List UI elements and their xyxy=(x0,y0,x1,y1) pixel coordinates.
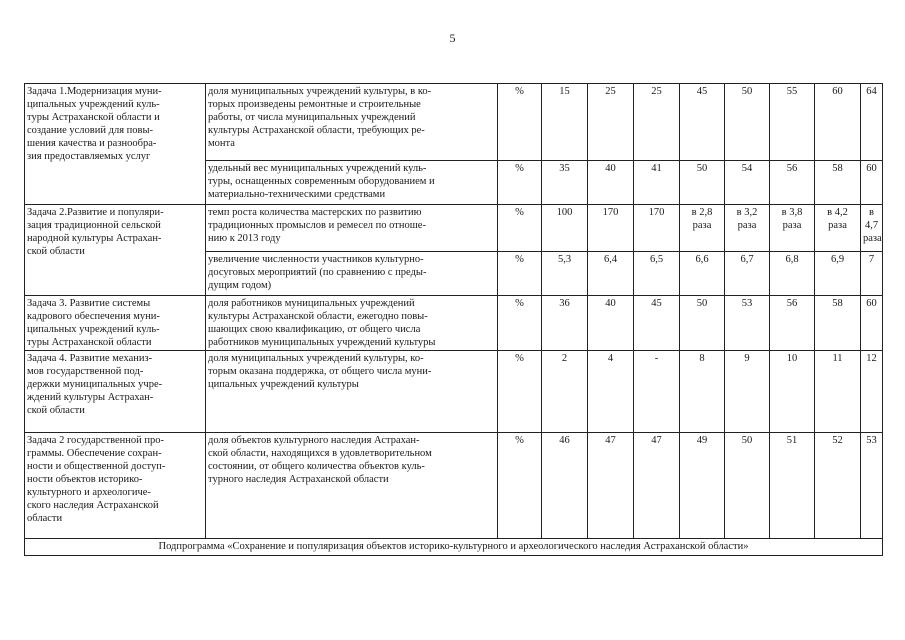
value-cell: 41 xyxy=(634,161,680,205)
value-cell: 25 xyxy=(634,84,680,161)
value-cell: 60 xyxy=(815,84,861,161)
value-cell: 60 xyxy=(861,161,883,205)
value-cell: 12 xyxy=(861,351,883,433)
value-cell: 170 xyxy=(588,205,634,252)
value-cell: 45 xyxy=(680,84,725,161)
value-cell: в 4,7 раза xyxy=(861,205,883,252)
value-cell: 36 xyxy=(542,296,588,351)
value-cell: 6,5 xyxy=(634,252,680,296)
page-number: 5 xyxy=(449,31,456,45)
value-cell: 5,3 xyxy=(542,252,588,296)
value-cell: 46 xyxy=(542,433,588,539)
value-cell: 2 xyxy=(542,351,588,433)
table-row xyxy=(25,84,883,161)
value-cell: 52 xyxy=(815,433,861,539)
table-row xyxy=(25,351,883,433)
indicators-table xyxy=(24,83,883,556)
value-cell: 54 xyxy=(725,161,770,205)
value-cell: 7 xyxy=(861,252,883,296)
value-cell: 50 xyxy=(680,296,725,351)
value-cell: в 3,8 раза xyxy=(770,205,815,252)
value-cell: 50 xyxy=(725,84,770,161)
indicator-cell: доля работников муниципальных учреждений культуры Астраханской области, ежегодно повы- шающих свою квалификацию, от общего числа работников муниципальных учреждений культуры xyxy=(206,296,498,351)
unit-cell: % xyxy=(498,351,542,433)
value-cell: 6,7 xyxy=(725,252,770,296)
value-cell: 6,9 xyxy=(815,252,861,296)
value-cell: 51 xyxy=(770,433,815,539)
value-cell: 58 xyxy=(815,296,861,351)
task-cell: Задача 3. Развитие системы кадрового обеспечения муни- ципальных учреждений куль- туры Астраханской области xyxy=(25,296,206,351)
table-body xyxy=(25,84,883,556)
value-cell: в 4,2 раза xyxy=(815,205,861,252)
indicator-cell: темп роста количества мастерских по развитию традиционных промыслов и ремесел по отноше- нию к 2013 году xyxy=(206,205,498,252)
table-row xyxy=(25,205,883,252)
value-cell: 11 xyxy=(815,351,861,433)
value-cell: 64 xyxy=(861,84,883,161)
unit-cell: % xyxy=(498,296,542,351)
value-cell: 47 xyxy=(588,433,634,539)
value-cell: 50 xyxy=(725,433,770,539)
task-cell: Задача 1.Модернизация муни- ципальных учреждений куль- туры Астраханской области и создание условий для повы- шения качества и разнообра- зия предоставляемых услуг xyxy=(25,84,206,205)
indicator-cell: удельный вес муниципальных учреждений куль- туры, оснащенных современным оборудованием и материально-техническими средствами xyxy=(206,161,498,205)
value-cell: 47 xyxy=(634,433,680,539)
unit-cell: % xyxy=(498,433,542,539)
value-cell: 60 xyxy=(861,296,883,351)
value-cell: 45 xyxy=(634,296,680,351)
indicator-cell: доля объектов культурного наследия Астрахан- ской области, находящихся в удовлетворительном состоянии, от общего количества объектов куль- турного наследия Астраханской области xyxy=(206,433,498,539)
unit-cell: % xyxy=(498,161,542,205)
value-cell: 55 xyxy=(770,84,815,161)
value-cell: 53 xyxy=(725,296,770,351)
value-cell: 8 xyxy=(680,351,725,433)
value-cell: 49 xyxy=(680,433,725,539)
value-cell: - xyxy=(634,351,680,433)
table-row xyxy=(25,296,883,351)
task-cell: Задача 4. Развитие механиз- мов государственной под- держки муниципальных учре- ждений культуры Астрахан- ской области xyxy=(25,351,206,433)
indicator-cell: доля муниципальных учреждений культуры, ко- торым оказана поддержка, от общего числа муни- ципальных учреждений культуры xyxy=(206,351,498,433)
value-cell: 58 xyxy=(815,161,861,205)
value-cell: 4 xyxy=(588,351,634,433)
value-cell: 9 xyxy=(725,351,770,433)
value-cell: 6,4 xyxy=(588,252,634,296)
value-cell: в 3,2 раза xyxy=(725,205,770,252)
table-row xyxy=(25,433,883,539)
value-cell: 56 xyxy=(770,296,815,351)
task-cell: Задача 2.Развитие и популяри- зация традиционной сельской народной культуры Астрахан- ской области xyxy=(25,205,206,296)
value-cell: 53 xyxy=(861,433,883,539)
indicator-cell: доля муниципальных учреждений культуры, в ко- торых произведены ремонтные и строительные работы, от числа муниципальных учреждений культуры Астраханской области, требующих ре- монта xyxy=(206,84,498,161)
value-cell: 170 xyxy=(634,205,680,252)
subprogram-title: Подпрограмма «Сохранение и популяризация объектов историко-культурного и археологического наследия Астраханской области» xyxy=(25,539,883,556)
unit-cell: % xyxy=(498,252,542,296)
value-cell: 40 xyxy=(588,161,634,205)
value-cell: 35 xyxy=(542,161,588,205)
unit-cell: % xyxy=(498,84,542,161)
unit-cell: % xyxy=(498,205,542,252)
value-cell: 56 xyxy=(770,161,815,205)
value-cell: 6,6 xyxy=(680,252,725,296)
value-cell: 15 xyxy=(542,84,588,161)
subprogram-row xyxy=(25,539,883,556)
value-cell: в 2,8 раза xyxy=(680,205,725,252)
value-cell: 6,8 xyxy=(770,252,815,296)
value-cell: 40 xyxy=(588,296,634,351)
indicator-cell: увеличение численности участников культурно- досуговых мероприятий (по сравнению с преды- дущим годом) xyxy=(206,252,498,296)
value-cell: 50 xyxy=(680,161,725,205)
task-cell: Задача 2 государственной про- граммы. Обеспечение сохран- ности и общественной доступ- ности объектов историко- культурного и археологиче- ского наследия Астраханской области xyxy=(25,433,206,539)
value-cell: 10 xyxy=(770,351,815,433)
value-cell: 100 xyxy=(542,205,588,252)
value-cell: 25 xyxy=(588,84,634,161)
